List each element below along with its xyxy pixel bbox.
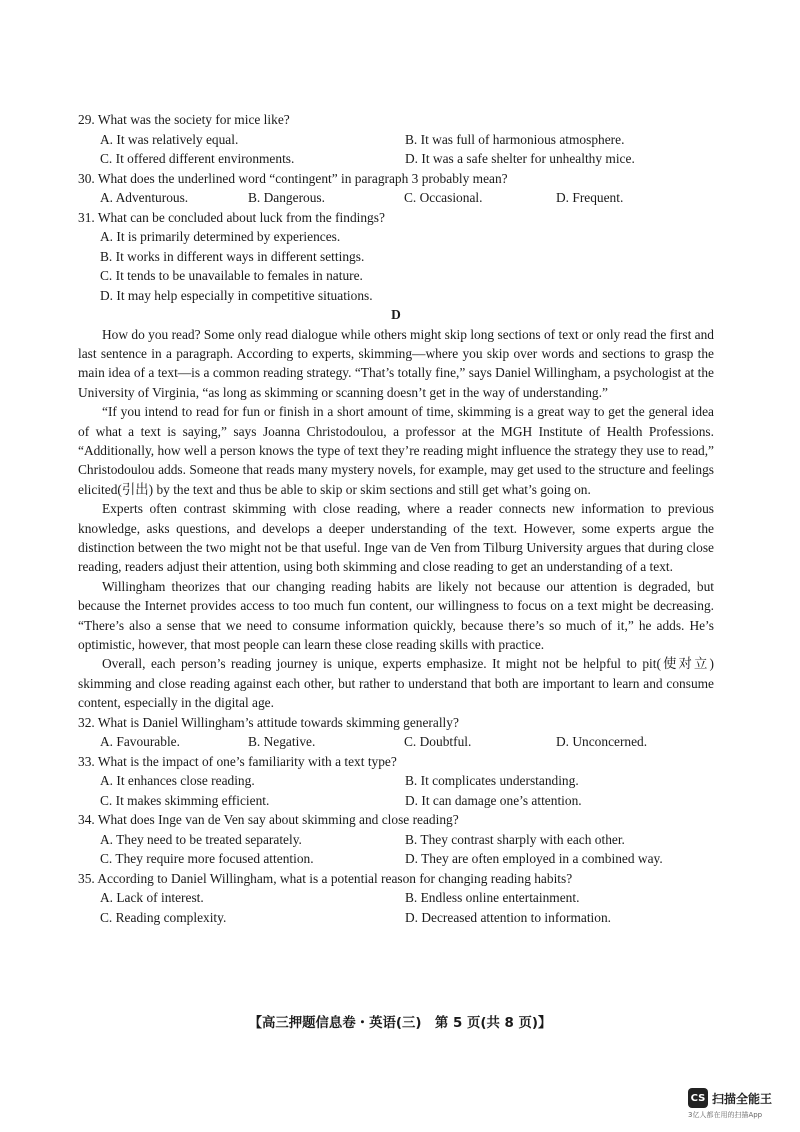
q31-option-b: B. It works in different ways in different settings.	[100, 248, 365, 264]
q29-option-b: B. It was full of harmonious atmosphere.	[405, 131, 625, 147]
q35-option-d: D. Decreased attention to information.	[405, 909, 611, 925]
q33-option-d: D. It can damage one’s attention.	[405, 792, 582, 808]
question-34-stem: 34. What does Inge van de Ven say about skimming and close reading?	[78, 812, 459, 828]
question-32-stem: 32. What is Daniel Willingham’s attitude towards skimming generally?	[78, 714, 459, 730]
question-29-options-row1	[78, 130, 714, 150]
question-31-stem: 31. What can be concluded about luck from the findings?	[78, 209, 385, 225]
q34-option-d: D. They are often employed in a combined way.	[405, 851, 663, 867]
q32-option-c: C. Doubtful.	[404, 734, 472, 750]
exam-page	[78, 110, 714, 927]
question-34-options-row1	[78, 830, 714, 850]
question-35-options-row1	[78, 888, 714, 908]
scanner-name: 扫描全能王	[712, 1091, 773, 1106]
q31-option-c: C. It tends to be unavailable to females in nature.	[100, 268, 363, 283]
question-33-stem: 33. What is the impact of one’s familiarity with a text type?	[78, 753, 397, 769]
q33-option-a: A. It enhances close reading.	[100, 773, 255, 789]
q32-option-d: D. Unconcerned.	[556, 734, 648, 750]
q34-option-b: B. They contrast sharply with each other.	[405, 831, 625, 847]
question-32-options	[78, 732, 714, 752]
question-35-options-row2	[78, 908, 714, 928]
scanner-watermark	[688, 1088, 772, 1108]
passage-paragraph-4: Willingham theorizes that our changing reading habits are likely not because our attention is degraded, but because the Internet provides access to too much fun content, our willingness to focus on a text might be decreasing. “There’s also a sense that we need to consume information quickly, because there’s so much of it,” he adds. He’s optimistic, however, that most people can learn these close reading skills with practice.	[78, 578, 714, 652]
question-33-options-row2	[78, 791, 714, 811]
passage-paragraph-3: Experts often contrast skimming with close reading, where a reader connects new information to previous knowledge, asks questions, and develops a deeper understanding of the text. However, some experts argue the distinction between the two might not be that useful. Inge van de Ven from Tilburg University argues that during close reading, readers adjust their attention, using both skimming and close reading to get an understanding of a text.	[78, 501, 714, 575]
q34-option-c: C. They require more focused attention.	[100, 851, 314, 867]
q33-option-b: B. It complicates understanding.	[405, 773, 579, 789]
scanner-tagline: 3亿人都在用的扫描App	[688, 1111, 763, 1119]
section-heading-d: D	[391, 307, 401, 322]
q34-option-a: A. They need to be treated separately.	[100, 831, 302, 847]
q29-option-d: D. It was a safe shelter for unhealthy mice.	[405, 151, 635, 166]
q33-option-c: C. It makes skimming efficient.	[100, 792, 270, 808]
passage-paragraph-1: How do you read? Some only read dialogue while others might skip long sections of text or only read the first and last sentence in a paragraph. According to experts, skimming—where you skip over words and sections to grasp the main idea of a text—is a common reading strategy. “That’s totally fine,” says Daniel Willingham, a psychologist at the University of Virginia, “as long as skimming or scanning doesn’t get in the way of understanding.”	[78, 326, 714, 400]
passage-paragraph-5: Overall, each person’s reading journey is unique, experts emphasize. It might not be helpful to pit(使对立) skimming and close reading against each other, but rather to understand that both are important to learn and consume content, especially in the digital age.	[78, 656, 714, 711]
question-30-stem: 30. What does the underlined word “contingent” in paragraph 3 probably mean?	[78, 170, 508, 186]
q35-option-c: C. Reading complexity.	[100, 909, 227, 925]
q30-option-b: B. Dangerous.	[248, 190, 325, 205]
q35-option-b: B. Endless online entertainment.	[405, 890, 580, 906]
question-30-options	[78, 188, 714, 208]
q32-option-a: A. Favourable.	[100, 734, 180, 750]
q35-option-a: A. Lack of interest.	[100, 890, 204, 906]
q31-option-d: D. It may help especially in competitive situations.	[100, 287, 373, 303]
q29-option-a: A. It was relatively equal.	[100, 131, 239, 147]
question-35-stem: 35. According to Daniel Willingham, what is a potential reason for changing reading habits?	[78, 870, 573, 886]
q30-option-c: C. Occasional.	[404, 190, 483, 205]
question-29-stem: 29. What was the society for mice like?	[78, 112, 290, 127]
page-footer: 【高三押题信息卷・英语(三) 第 5 页(共 8 页)】	[248, 1016, 552, 1031]
camscanner-icon: CS	[688, 1088, 708, 1108]
q30-option-a: A. Adventurous.	[100, 190, 189, 205]
q29-option-c: C. It offered different environments.	[100, 151, 295, 166]
q32-option-b: B. Negative.	[248, 734, 316, 750]
question-34-options-row2	[78, 849, 714, 869]
passage-paragraph-2: “If you intend to read for fun or finish in a short amount of time, skimming is a great way to get the general idea of what a text is saying,” says Joanna Christodoulou, a professor at the MGH Institute of Health Professions. “Additionally, how well a person knows the type of text they’re reading might influence the strategy they use to read,” Christodoulou adds. Someone that reads many mystery novels, for example, may get used to the structure and feelings elicited(引出) by the text and thus be able to skip or skim sections and still get what’s going on.	[78, 404, 714, 497]
q30-option-d: D. Frequent.	[556, 190, 624, 205]
question-29-options-row2	[78, 149, 714, 169]
q31-option-a: A. It is primarily determined by experiences.	[100, 229, 341, 244]
question-33-options-row1	[78, 771, 714, 791]
